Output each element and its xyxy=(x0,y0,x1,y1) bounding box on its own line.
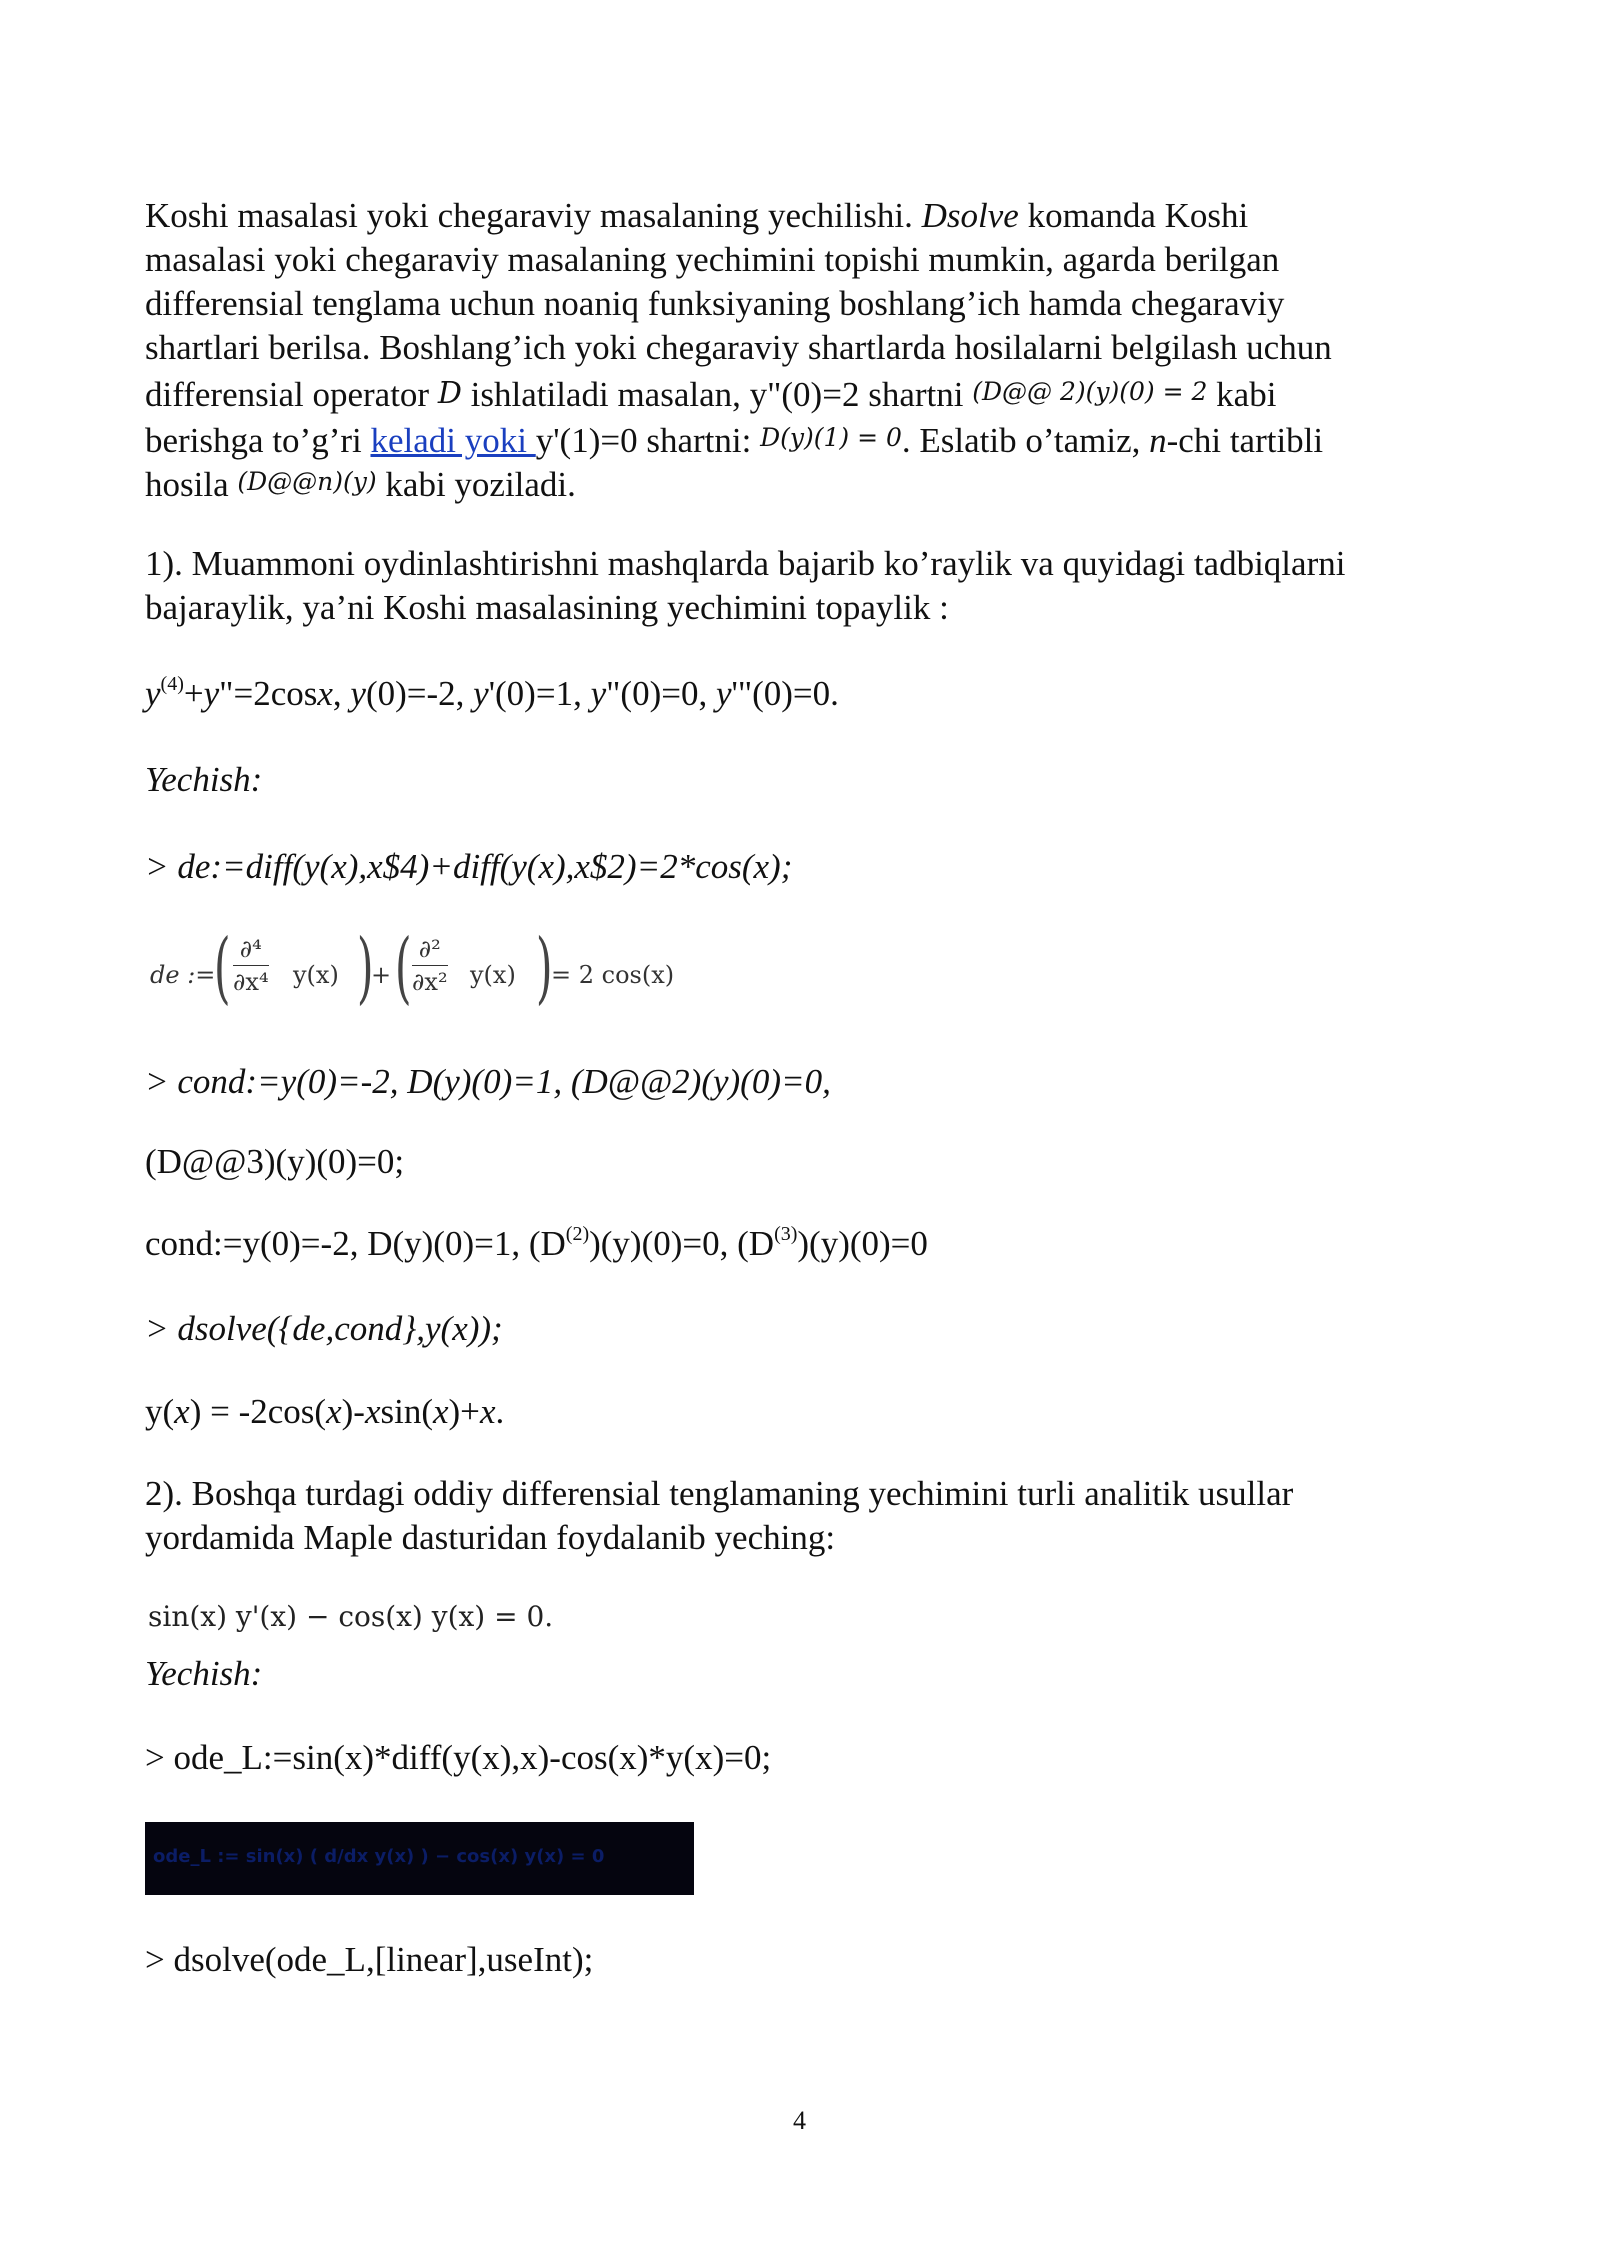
right-paren: ) xyxy=(535,923,553,1013)
text: , xyxy=(332,674,351,713)
task1-line: bajaraylik, ya’ni Koshi masalasining yechimini topaylik : xyxy=(145,588,949,627)
text: y( xyxy=(145,1392,175,1431)
text: )- xyxy=(341,1392,365,1431)
var: y xyxy=(473,674,489,713)
text: Koshi masalasi yoki chegaraviy masalaning yechilishi. xyxy=(145,196,922,235)
var: y xyxy=(203,674,220,713)
task1-line: 1). Muammoni oydinlashtirishni mashqlarda bajarib ko’raylik va quyidagi tadbiqlarni xyxy=(145,544,1346,583)
maple-command: > de:=diff(y(x),x$4)+diff(y(x),x$2)=2*cos(x); xyxy=(145,847,793,886)
paragraph-line xyxy=(145,370,1455,417)
denominator: ∂x⁴ xyxy=(233,968,269,996)
text: "(0)=0, xyxy=(606,674,716,713)
denominator: ∂x² xyxy=(412,968,448,996)
text: "=2cos xyxy=(219,674,318,713)
text: -chi tartibli xyxy=(1166,421,1324,460)
text: ishlatiladi masalan, y"(0)=2 shartni xyxy=(461,375,973,414)
paragraph-line: differensial tenglama uchun noaniq funksiyaning boshlang’ich hamda chegaraviy xyxy=(145,284,1285,323)
maple-command: > cond:=y(0)=-2, D(y)(0)=1, (D@@2)(y)(0)=0, xyxy=(145,1062,831,1101)
plus: + xyxy=(371,961,392,989)
maple-command: > dsolve(ode_L,[linear],useInt); xyxy=(145,1940,594,1979)
text: hosila xyxy=(145,465,238,504)
text: y'(1)=0 shartni: xyxy=(535,421,761,460)
solution-output xyxy=(145,1390,1455,1434)
text: . xyxy=(544,1600,554,1633)
paragraph-line xyxy=(145,194,1455,238)
text: kabi yoziladi. xyxy=(376,465,576,504)
operator-D-math: D xyxy=(437,376,462,411)
maple-command-cont: (D@@3)(y)(0)=0; xyxy=(145,1142,405,1181)
text: cond:=y(0)=-2, D(y)(0)=1, (D xyxy=(145,1224,566,1263)
text: + xyxy=(183,674,204,713)
text: '(0)=1, xyxy=(488,674,591,713)
dsolve-term: Dsolve xyxy=(921,196,1019,235)
var: x xyxy=(174,1392,190,1431)
numerator: ∂⁴ xyxy=(233,933,269,966)
inline-math: (D@@ 2)(y)(0) = 2 xyxy=(972,377,1208,406)
cond-output xyxy=(145,1222,1455,1266)
page-number: 4 xyxy=(793,2106,806,2135)
var: x xyxy=(432,1392,449,1431)
right-paren: ) xyxy=(356,923,374,1013)
inline-math: (D@@n)(y) xyxy=(237,467,377,496)
numerator: ∂² xyxy=(412,933,448,966)
faint-output-text: ode_L := sin(x) ( d/dx y(x) ) − cos(x) y(x) = 0 xyxy=(153,1846,605,1867)
var: x xyxy=(326,1392,342,1431)
function: y(x) xyxy=(470,961,516,989)
var: x xyxy=(364,1392,381,1431)
left-paren: ( xyxy=(394,923,412,1013)
superscript: (4) xyxy=(160,673,184,695)
text: komanda Koshi xyxy=(1018,196,1249,235)
ode-equation xyxy=(148,1600,553,1633)
left-paren: ( xyxy=(213,923,231,1013)
paragraph-line: masalasi yoki chegaraviy masalaning yechimini topishi mumkin, agarda berilgan xyxy=(145,240,1280,279)
cauchy-equation xyxy=(145,672,1455,716)
fraction xyxy=(233,933,269,998)
italic-n: n xyxy=(1149,421,1167,460)
var: x xyxy=(479,1392,496,1431)
paragraph-line: shartlari berilsa. Boshlang’ich yoki chegaraviy shartlarda hosilalarni belgilash uchun xyxy=(145,328,1332,367)
function: y(x) xyxy=(293,961,339,989)
text: berishga to’g’ri xyxy=(145,421,371,460)
text: kabi xyxy=(1207,375,1277,414)
hyperlink[interactable]: keladi yoki xyxy=(370,421,536,460)
de-label: de := xyxy=(150,961,216,989)
text: )(y)(0)=0 xyxy=(797,1224,928,1263)
superscript: (3) xyxy=(774,1223,798,1245)
de-output-math xyxy=(145,923,845,1028)
paragraph-line xyxy=(145,460,1455,507)
rhs: = 2 cos(x) xyxy=(551,961,675,989)
var: y xyxy=(350,674,366,713)
maple-output-image xyxy=(145,1822,694,1895)
text: . Eslatib o’tamiz, xyxy=(901,421,1150,460)
maple-command: > dsolve({de,cond},y(x)); xyxy=(145,1309,503,1348)
text: )(y)(0)=0, (D xyxy=(589,1224,775,1263)
maple-command: > ode_L:=sin(x)*diff(y(x),x)-cos(x)*y(x)=0; xyxy=(145,1738,772,1777)
text: )+ xyxy=(448,1392,480,1431)
text: '"(0)=0. xyxy=(731,674,839,713)
paragraph-line xyxy=(145,416,1455,463)
yechish-label: Yechish: xyxy=(145,760,263,799)
text: differensial operator xyxy=(145,375,438,414)
task2-line: yordamida Maple dasturidan foydalanib yeching: xyxy=(145,1518,836,1557)
text: ) = -2cos( xyxy=(189,1392,327,1431)
var: x xyxy=(317,674,333,713)
yechish-label: Yechish: xyxy=(145,1654,263,1693)
superscript: (2) xyxy=(565,1223,590,1245)
text: sin( xyxy=(380,1392,433,1431)
var: y xyxy=(715,674,732,713)
var: y xyxy=(590,674,607,713)
text: . xyxy=(495,1392,505,1431)
math: sin(x) y'(x) − cos(x) y(x) = 0 xyxy=(148,1600,545,1633)
var: y xyxy=(145,674,161,713)
inline-math: D(y)(1) = 0 xyxy=(760,423,902,452)
fraction xyxy=(412,933,448,998)
text: (0)=-2, xyxy=(365,674,474,713)
task2-line: 2). Boshqa turdagi oddiy differensial tenglamaning yechimini turli analitik usullar xyxy=(145,1474,1294,1513)
